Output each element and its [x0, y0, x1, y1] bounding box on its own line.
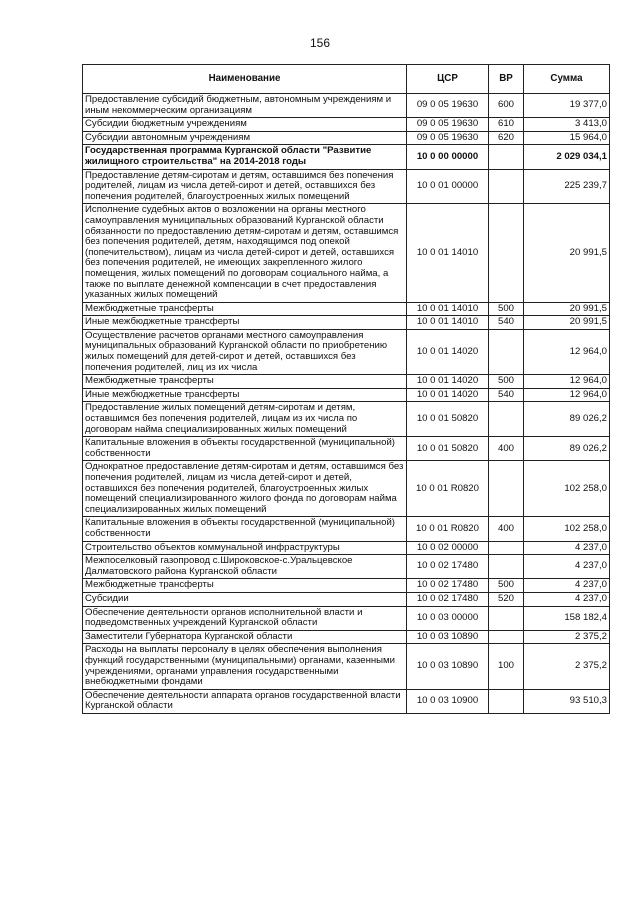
row-sum: 15 964,0	[524, 131, 610, 145]
row-csr: 10 0 02 00000	[407, 541, 489, 555]
row-vr: 610	[489, 118, 524, 132]
table-row	[83, 555, 610, 579]
row-name: Межбюджетные трансферты	[83, 579, 407, 593]
row-vr	[489, 169, 524, 204]
row-name: Капитальные вложения в объекты государственной (муниципальной) собственности	[83, 437, 407, 461]
row-vr: 620	[489, 131, 524, 145]
row-name: Обеспечение деятельности аппарата органов государственной власти Курганской области	[83, 689, 407, 713]
row-vr	[489, 606, 524, 630]
row-sum: 19 377,0	[524, 94, 610, 118]
row-name: Расходы на выплаты персоналу в целях обеспечения выполнения функций государственными (муниципальными) органами, казенными учреждениями, органами управления государственными внебюджетными фондами	[83, 644, 407, 689]
row-name: Исполнение судебных актов о возложении на органы местного самоуправления муниципальных образований Курганской области обязанности по предоставлению детям-сиротам и детям, оставшимся без попечения родителей, детям, находящимся под опекой (попечительством), лицам из числа детей-сирот и детей, оставшихся без попечения родителей, не имеющих закрепленного жилого помещения, жилых помещений по договорам социального найма, а также по выплате денежной компенсации в счет предоставления указанных жилых помещений	[83, 204, 407, 302]
row-name: Капитальные вложения в объекты государственной (муниципальной) собственности	[83, 517, 407, 541]
header-csr: ЦСР	[407, 65, 489, 94]
row-sum: 4 237,0	[524, 579, 610, 593]
row-csr: 10 0 01 R0820	[407, 517, 489, 541]
row-sum: 4 237,0	[524, 541, 610, 555]
row-sum: 225 239,7	[524, 169, 610, 204]
table-row	[83, 329, 610, 374]
row-csr: 10 0 01 50820	[407, 437, 489, 461]
row-sum: 2 375,2	[524, 644, 610, 689]
table-row	[83, 630, 610, 644]
row-csr: 10 0 01 14020	[407, 388, 489, 402]
table-row	[83, 204, 610, 302]
row-name: Предоставление жилых помещений детям-сиротам и детям, оставшимся без попечения родителей, лицам из их числа по договорам найма специализированных жилых помещений	[83, 402, 407, 437]
row-vr	[489, 461, 524, 517]
row-csr: 10 0 00 00000	[407, 145, 489, 169]
row-vr	[489, 689, 524, 713]
row-sum: 4 237,0	[524, 555, 610, 579]
row-vr	[489, 204, 524, 302]
row-vr	[489, 541, 524, 555]
row-name: Государственная программа Курганской области "Развитие жилищного строительства" на 2014-2018 годы	[83, 145, 407, 169]
table-row	[83, 461, 610, 517]
table-row	[83, 437, 610, 461]
table-row	[83, 517, 610, 541]
table-row	[83, 606, 610, 630]
row-sum: 158 182,4	[524, 606, 610, 630]
row-vr	[489, 402, 524, 437]
row-vr	[489, 555, 524, 579]
row-csr: 10 0 01 14010	[407, 302, 489, 316]
row-name: Субсидии бюджетным учреждениям	[83, 118, 407, 132]
row-sum: 89 026,2	[524, 437, 610, 461]
row-csr: 10 0 01 14010	[407, 316, 489, 330]
budget-table	[82, 64, 610, 714]
row-sum: 2 375,2	[524, 630, 610, 644]
row-vr: 540	[489, 388, 524, 402]
row-vr: 600	[489, 94, 524, 118]
table-row	[83, 316, 610, 330]
table-row	[83, 402, 610, 437]
row-sum: 12 964,0	[524, 375, 610, 389]
table-row	[83, 131, 610, 145]
header-sum: Сумма	[524, 65, 610, 94]
row-vr: 100	[489, 644, 524, 689]
table-row	[83, 579, 610, 593]
table-row	[83, 388, 610, 402]
row-name: Заместители Губернатора Курганской области	[83, 630, 407, 644]
row-csr: 10 0 03 10900	[407, 689, 489, 713]
table-body	[83, 94, 610, 714]
row-csr: 10 0 03 10890	[407, 630, 489, 644]
row-csr: 09 0 05 19630	[407, 94, 489, 118]
row-sum: 4 237,0	[524, 592, 610, 606]
row-sum: 102 258,0	[524, 461, 610, 517]
row-csr: 10 0 02 17480	[407, 555, 489, 579]
row-name: Межпоселковый газопровод с.Широковское-с.Уральцевское Далматовского района Курганской области	[83, 555, 407, 579]
row-name: Строительство объектов коммунальной инфраструктуры	[83, 541, 407, 555]
table-row	[83, 541, 610, 555]
row-name: Предоставление субсидий бюджетным, автономным учреждениям и иным некоммерческим организациям	[83, 94, 407, 118]
row-name: Субсидии	[83, 592, 407, 606]
row-name: Межбюджетные трансферты	[83, 302, 407, 316]
row-name: Иные межбюджетные трансферты	[83, 388, 407, 402]
table-row	[83, 644, 610, 689]
row-vr: 400	[489, 437, 524, 461]
row-csr: 10 0 03 00000	[407, 606, 489, 630]
row-csr: 10 0 02 17480	[407, 579, 489, 593]
row-csr: 09 0 05 19630	[407, 118, 489, 132]
row-vr	[489, 145, 524, 169]
row-vr: 400	[489, 517, 524, 541]
table-row	[83, 689, 610, 713]
row-sum: 20 991,5	[524, 316, 610, 330]
row-csr: 10 0 01 00000	[407, 169, 489, 204]
table-row	[83, 302, 610, 316]
row-csr: 09 0 05 19630	[407, 131, 489, 145]
row-vr: 500	[489, 302, 524, 316]
header-vr: ВР	[489, 65, 524, 94]
table-row	[83, 145, 610, 169]
row-sum: 2 029 034,1	[524, 145, 610, 169]
row-csr: 10 0 01 14010	[407, 204, 489, 302]
row-name: Межбюджетные трансферты	[83, 375, 407, 389]
row-sum: 20 991,5	[524, 302, 610, 316]
row-sum: 89 026,2	[524, 402, 610, 437]
row-name: Предоставление детям-сиротам и детям, оставшимся без попечения родителей, лицам из числа детей-сирот и детей, оставшихся без попечения родителей, благоустроенных жилых помещений	[83, 169, 407, 204]
row-csr: 10 0 01 14020	[407, 375, 489, 389]
row-sum: 102 258,0	[524, 517, 610, 541]
table-row	[83, 94, 610, 118]
row-sum: 20 991,5	[524, 204, 610, 302]
row-csr: 10 0 02 17480	[407, 592, 489, 606]
row-vr: 540	[489, 316, 524, 330]
row-name: Обеспечение деятельности органов исполнительной власти и подведомственных учреждений Курганской области	[83, 606, 407, 630]
row-sum: 3 413,0	[524, 118, 610, 132]
row-name: Однократное предоставление детям-сиротам и детям, оставшимся без попечения родителей, лицам из числа детей-сирот и детей, оставшихся без попечения родителей, благоустроенных жилых помещений специализированного жилого фонда по договорам найма специализированных жилых помещений	[83, 461, 407, 517]
row-sum: 12 964,0	[524, 388, 610, 402]
row-sum: 12 964,0	[524, 329, 610, 374]
row-csr: 10 0 03 10890	[407, 644, 489, 689]
row-csr: 10 0 01 14020	[407, 329, 489, 374]
row-name: Осуществление расчетов органами местного самоуправления муниципальных образований Курганской области по приобретению жилых помещений для детей-сирот и детей, оставшихся без попечения родителей, лиц из их числа	[83, 329, 407, 374]
table-row	[83, 375, 610, 389]
row-name: Субсидии автономным учреждениям	[83, 131, 407, 145]
row-vr	[489, 630, 524, 644]
row-vr: 500	[489, 375, 524, 389]
row-csr: 10 0 01 50820	[407, 402, 489, 437]
table-header-row	[83, 65, 610, 94]
row-vr: 500	[489, 579, 524, 593]
row-vr	[489, 329, 524, 374]
page-number: 156	[309, 36, 331, 50]
table-row	[83, 118, 610, 132]
row-vr: 520	[489, 592, 524, 606]
row-sum: 93 510,3	[524, 689, 610, 713]
table-row	[83, 592, 610, 606]
row-csr: 10 0 01 R0820	[407, 461, 489, 517]
header-name: Наименование	[83, 65, 407, 94]
table-row	[83, 169, 610, 204]
row-name: Иные межбюджетные трансферты	[83, 316, 407, 330]
